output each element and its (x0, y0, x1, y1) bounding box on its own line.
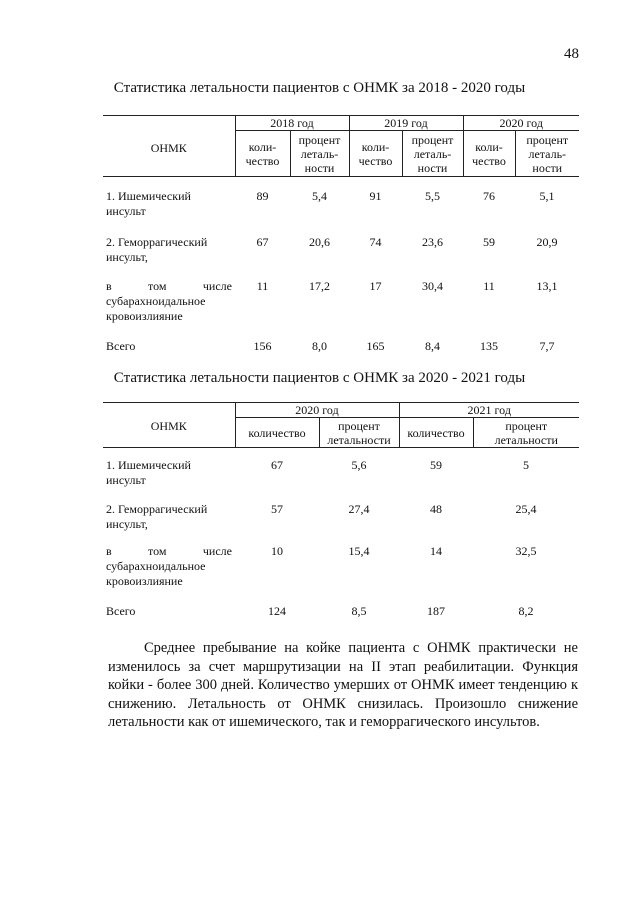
year-header: 2020 год (463, 116, 579, 131)
cell: 8,2 (518, 603, 534, 618)
mortality-table-2020-2021 (103, 402, 579, 622)
table-row (103, 598, 579, 622)
table-row (103, 225, 579, 273)
cell: 57 (271, 501, 283, 516)
onmk-header: ОНМК (103, 403, 235, 448)
percent-subheader: процент летальности (319, 418, 399, 448)
cell: 156 (253, 338, 272, 353)
year-header: 2021 год (399, 403, 579, 418)
table-row (103, 494, 579, 540)
cell: 13,1 (536, 278, 558, 293)
cell: 48 (430, 501, 442, 516)
cell: 67 (271, 458, 283, 472)
cell: 74 (369, 234, 382, 249)
cell: 59 (430, 458, 442, 472)
cell: 124 (268, 603, 286, 618)
summary-paragraph: Среднее пребывание на койке пациента с ОНМК практически не изменилось за счет маршрутизации на II этап реабилитации. Функция койки - более 300 дней. Количество умерших от ОНМК имеет тенденцию к снижению. Летальность от ОНМК снизилась. Произошло снижение летальности как от ишемического, так и геморрагического инсультов. (108, 640, 578, 731)
cell: 17 (369, 278, 382, 293)
page-number: 48 (564, 46, 579, 62)
cell: 23,6 (422, 234, 443, 249)
cell: 10 (271, 543, 283, 558)
cell: 20,6 (309, 234, 330, 249)
cell: 165 (366, 338, 385, 353)
row-label: в том числе субарахноидальное кровоизлияние (106, 543, 232, 588)
table-row (103, 448, 579, 494)
cell: 89 (256, 189, 269, 203)
table1-title: Статистика летальности пациентов с ОНМК за 2018 - 2020 годы (113, 80, 526, 96)
cell: 8,0 (312, 338, 327, 353)
count-subheader: коли- чество (463, 131, 515, 177)
cell: 5,1 (539, 189, 555, 203)
cell: 91 (369, 189, 382, 203)
count-subheader: коли- чество (349, 131, 402, 177)
row-label: 2. Геморрагический инсульт, (106, 501, 208, 531)
cell: 14 (430, 543, 442, 558)
row-label: 1. Ишемический инсульт (106, 189, 191, 218)
row-label: 2. Геморрагический инсульт, (106, 234, 208, 264)
cell: 15,4 (348, 543, 370, 558)
table-row (103, 540, 579, 598)
cell: 76 (483, 189, 495, 203)
cell: 7,7 (539, 338, 555, 353)
percent-subheader: процент летальности (473, 418, 579, 448)
year-header: 2020 год (235, 403, 399, 418)
table-row (103, 273, 579, 333)
cell: 11 (483, 278, 495, 293)
cell: 5,4 (312, 189, 327, 203)
year-header: 2019 год (349, 116, 463, 131)
cell: 5 (523, 458, 529, 472)
cell: 17,2 (309, 278, 330, 293)
cell: 30,4 (422, 278, 443, 293)
cell: 20,9 (536, 234, 558, 249)
row-label: 1. Ишемический инсульт (106, 458, 191, 487)
table2-title: Статистика летальности пациентов с ОНМК за 2020 - 2021 годы (113, 370, 526, 386)
mortality-table-2018-2020 (103, 115, 579, 357)
onmk-header: ОНМК (103, 116, 235, 177)
cell: 5,5 (425, 189, 440, 203)
percent-subheader: процент леталь- ности (515, 131, 579, 177)
percent-subheader: процент леталь- ности (290, 131, 349, 177)
row-label: в том числе субарахноидальное кровоизлияние (106, 278, 232, 323)
count-subheader: коли- чество (235, 131, 290, 177)
cell: 8,4 (425, 338, 440, 353)
cell: 5,6 (351, 458, 367, 472)
year-header: 2018 год (235, 116, 349, 131)
cell: 11 (256, 278, 269, 293)
cell: 59 (483, 234, 495, 249)
cell: 187 (427, 603, 445, 618)
table-row (103, 333, 579, 357)
count-subheader: количество (235, 418, 319, 448)
cell: 67 (256, 234, 269, 249)
percent-subheader: процент леталь- ности (402, 131, 463, 177)
row-label: Всего (106, 338, 136, 353)
cell: 27,4 (348, 501, 370, 516)
cell: 8,5 (351, 603, 367, 618)
cell: 32,5 (515, 543, 537, 558)
cell: 135 (480, 338, 498, 353)
cell: 25,4 (515, 501, 537, 516)
count-subheader: количество (399, 418, 473, 448)
table-row (103, 177, 579, 225)
row-label: Всего (106, 603, 136, 618)
